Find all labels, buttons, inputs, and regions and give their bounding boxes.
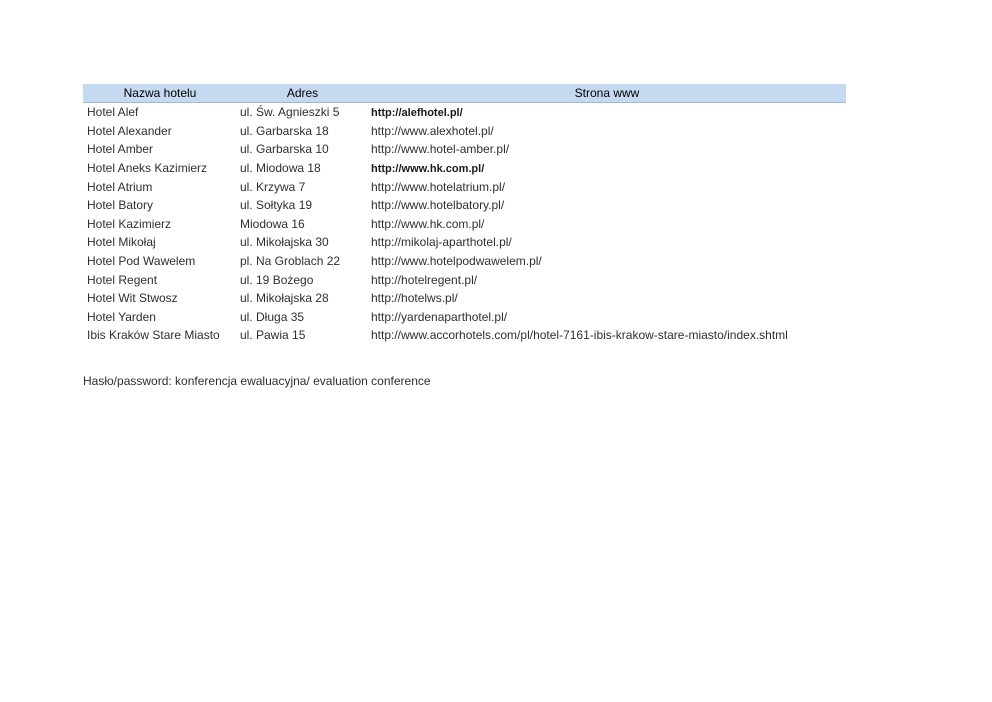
- table-row: [83, 326, 846, 345]
- hotel-address-cell: ul. 19 Bożego: [240, 272, 314, 287]
- hotel-address-cell: ul. Garbarska 18: [240, 123, 329, 138]
- password-note: Hasło/password: konferencja ewaluacyjna/ evaluation conference: [83, 374, 431, 388]
- hotel-name-cell: Hotel Alexander: [87, 123, 172, 138]
- hotel-website-cell[interactable]: [368, 252, 846, 271]
- hotel-address-cell: ul. Garbarska 10: [240, 142, 329, 157]
- hotel-website-cell[interactable]: [368, 122, 846, 141]
- hotel-website-link[interactable]: http://www.hotelatrium.pl/: [371, 179, 506, 194]
- hotel-address-cell: ul. Mikołajska 28: [240, 291, 329, 306]
- table-row: [83, 252, 846, 271]
- hotel-name-cell: Hotel Amber: [87, 142, 154, 157]
- hotel-name-cell: Hotel Aneks Kazimierz: [87, 161, 208, 176]
- hotel-website-link[interactable]: http://www.alexhotel.pl/: [371, 123, 494, 138]
- hotel-address-cell: Miodowa 16: [240, 216, 305, 231]
- hotel-website-cell[interactable]: [368, 196, 846, 215]
- table-row: [83, 289, 846, 308]
- hotel-name-cell: Hotel Kazimierz: [87, 216, 172, 231]
- table-header-row: [83, 84, 846, 103]
- hotel-address-cell: ul. Sołtyka 19: [240, 198, 313, 213]
- table-row: [83, 159, 846, 178]
- hotel-name-cell: Hotel Yarden: [87, 309, 156, 324]
- hotel-website-cell[interactable]: [368, 215, 846, 234]
- table-row: [83, 270, 846, 289]
- column-header-address: Adres: [237, 84, 368, 103]
- hotel-website-cell[interactable]: [368, 270, 846, 289]
- hotel-website-link[interactable]: http://mikolaj-aparthotel.pl/: [371, 235, 512, 250]
- hotel-name-cell: Ibis Kraków Stare Miasto: [87, 328, 220, 343]
- hotel-address-cell: ul. Pawia 15: [240, 328, 306, 343]
- hotel-website-link[interactable]: http://hotelregent.pl/: [371, 272, 478, 287]
- column-header-name: Nazwa hotelu: [83, 84, 237, 103]
- table-header: [83, 84, 846, 103]
- table-row: [83, 103, 846, 122]
- hotel-website-link[interactable]: http://www.hotelpodwawelem.pl/: [371, 254, 542, 269]
- table-row: [83, 140, 846, 159]
- table-row: [83, 233, 846, 252]
- hotel-address-cell: ul. Miodowa 18: [240, 161, 321, 176]
- hotel-website-cell[interactable]: [368, 289, 846, 308]
- hotel-website-link[interactable]: http://www.hotel-amber.pl/: [371, 142, 510, 157]
- hotel-website-cell[interactable]: [368, 177, 846, 196]
- hotel-name-cell: Hotel Wit Stwosz: [87, 291, 178, 306]
- hotel-website-link[interactable]: http://www.hotelbatory.pl/: [371, 198, 505, 213]
- hotel-website-cell[interactable]: [368, 140, 846, 159]
- column-header-website: Strona www: [368, 84, 846, 103]
- table-row: [83, 308, 846, 327]
- hotel-website-cell[interactable]: [368, 233, 846, 252]
- hotel-website-cell[interactable]: [368, 103, 846, 122]
- table-row: [83, 196, 846, 215]
- hotel-address-cell: pl. Na Groblach 22: [240, 254, 341, 269]
- hotel-name-cell: Hotel Regent: [87, 272, 158, 287]
- hotel-address-cell: ul. Krzywa 7: [240, 179, 306, 194]
- hotel-name-cell: Hotel Mikołaj: [87, 235, 156, 250]
- hotel-website-link[interactable]: http://www.hk.com.pl/: [371, 163, 485, 176]
- table-body: [83, 103, 846, 345]
- hotel-name-cell: Hotel Batory: [87, 198, 154, 213]
- table-row: [83, 122, 846, 141]
- hotel-website-cell[interactable]: [368, 308, 846, 327]
- hotel-website-link[interactable]: http://alefhotel.pl/: [371, 107, 463, 120]
- hotel-list-sheet: [83, 84, 846, 345]
- hotel-name-cell: Hotel Atrium: [87, 179, 153, 194]
- hotel-website-link[interactable]: http://yardenaparthotel.pl/: [371, 309, 508, 324]
- hotel-website-cell[interactable]: [368, 159, 846, 178]
- table-row: [83, 215, 846, 234]
- hotel-website-link[interactable]: http://hotelws.pl/: [371, 291, 458, 306]
- hotel-website-link[interactable]: http://www.hk.com.pl/: [371, 216, 485, 231]
- hotel-name-cell: Hotel Pod Wawelem: [87, 254, 196, 269]
- hotel-website-link[interactable]: http://www.accorhotels.com/pl/hotel-7161-ibis-krakow-stare-miasto/index.shtml: [371, 328, 788, 343]
- hotel-website-cell[interactable]: [368, 326, 846, 345]
- table-row: [83, 177, 846, 196]
- hotel-address-cell: ul. Długa 35: [240, 309, 305, 324]
- hotel-address-cell: ul. Św. Agnieszki 5: [240, 105, 340, 120]
- hotel-table: [83, 84, 846, 345]
- hotel-name-cell: Hotel Alef: [87, 105, 139, 120]
- hotel-address-cell: ul. Mikołajska 30: [240, 235, 329, 250]
